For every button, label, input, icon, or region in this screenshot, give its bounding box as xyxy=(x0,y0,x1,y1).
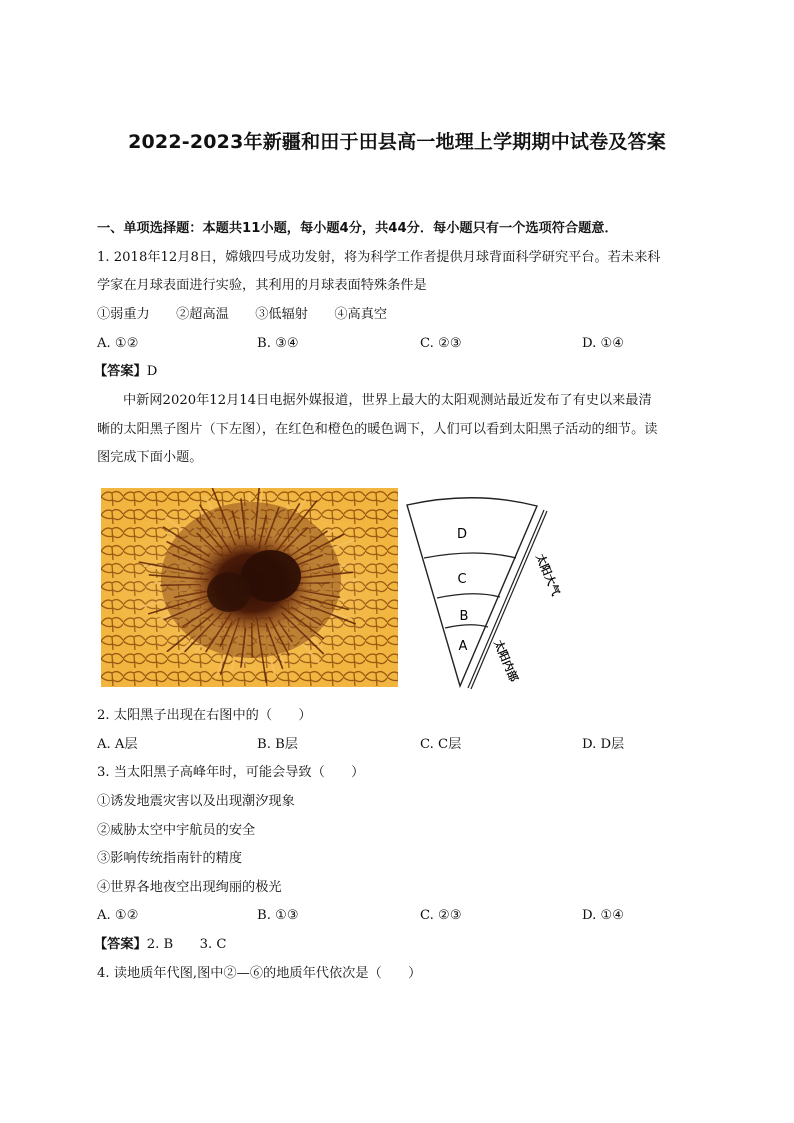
q1-option-b: B. ③④ xyxy=(257,336,299,351)
boundary-dc xyxy=(424,553,516,558)
sunspot-photo xyxy=(101,488,398,687)
layer-a-label: A xyxy=(458,639,468,654)
q3-stem: 3. 当太阳黑子高峰年时，可能会导致（ ） xyxy=(97,765,365,780)
layer-d-label: D xyxy=(456,527,468,542)
q23-answer xyxy=(94,935,226,955)
layer-b-label: B xyxy=(459,609,469,624)
q1-option-a: A. ①② xyxy=(97,336,139,351)
q3-item-1: ①诱发地震灾害以及出现潮汐现象 xyxy=(97,794,295,809)
q3-item-3: ③影响传统指南针的精度 xyxy=(97,851,243,866)
sunspot-image xyxy=(101,488,398,687)
boundary-cb xyxy=(437,594,500,598)
q1-option-c: C. ②③ xyxy=(420,336,462,351)
answer-label: 【答案】 xyxy=(94,364,147,379)
q2-options xyxy=(97,735,737,755)
layer-diagram xyxy=(404,490,564,690)
q3-option-d: D. ①④ xyxy=(582,908,625,923)
q3-item-2: ②威胁太空中宇航员的安全 xyxy=(97,823,256,838)
answer-value: 2. B 3. C xyxy=(146,937,227,952)
passage-line2: 晰的太阳黑子图片（下左图），在红色和橙色的暖色调下，人们可以看到太阳黑子活动的细节。读 xyxy=(97,422,658,437)
q4-stem: 4. 读地质年代图,图中②—⑥的地质年代依次是（ ） xyxy=(97,966,422,981)
q3-option-c: C. ②③ xyxy=(420,908,462,923)
answer-label: 【答案】 xyxy=(94,937,147,952)
page-title: 2022-2023年新疆和田于田县高一地理上学期期中试卷及答案 xyxy=(128,131,666,153)
q1-stem-line2: 学家在月球表面进行实验，其利用的月球表面特殊条件是 xyxy=(97,278,427,293)
passage-line3: 图完成下面小题。 xyxy=(97,450,203,465)
sector-outline xyxy=(407,498,537,686)
boundary-ba xyxy=(445,625,488,628)
passage-line1: 中新网2020年12月14日电据外媒报道，世界上最大的太阳观测站最近发布了有史以来最清 xyxy=(123,393,652,408)
q3-option-b: B. ①③ xyxy=(257,908,299,923)
q2-option-d: D. D层 xyxy=(582,737,625,752)
q1-answer xyxy=(94,362,157,382)
answer-value: D xyxy=(146,364,158,379)
section-heading: 一、单项选择题：本题共11小题，每小题4分，共44分．每小题只有一个选项符合题意． xyxy=(97,221,618,236)
inner-sun-label: 太阳内部 xyxy=(491,638,521,684)
q2-stem: 2. 太阳黑子出现在右图中的（ ） xyxy=(97,708,312,723)
q1-options xyxy=(97,334,737,354)
sun-structure-diagram xyxy=(404,490,564,690)
q1-option-d: D. ①④ xyxy=(582,336,625,351)
q2-option-c: C. C层 xyxy=(420,737,462,752)
outer-atmosphere-label: 太阳大气 xyxy=(533,552,563,598)
q3-options xyxy=(97,906,737,926)
q3-option-a: A. ①② xyxy=(97,908,139,923)
q1-conditions: ①弱重力 ②超高温 ③低辐射 ④高真空 xyxy=(97,307,388,322)
layer-c-label: C xyxy=(457,572,467,587)
q3-item-4: ④世界各地夜空出现绚丽的极光 xyxy=(97,880,282,895)
q1-stem-line1: 1. 2018年12月8日，嫦娥四号成功发射，将为科学工作者提供月球背面科学研究平台。若未来科 xyxy=(97,250,661,265)
q2-option-a: A. A层 xyxy=(97,737,138,752)
q2-option-b: B. B层 xyxy=(257,737,298,752)
